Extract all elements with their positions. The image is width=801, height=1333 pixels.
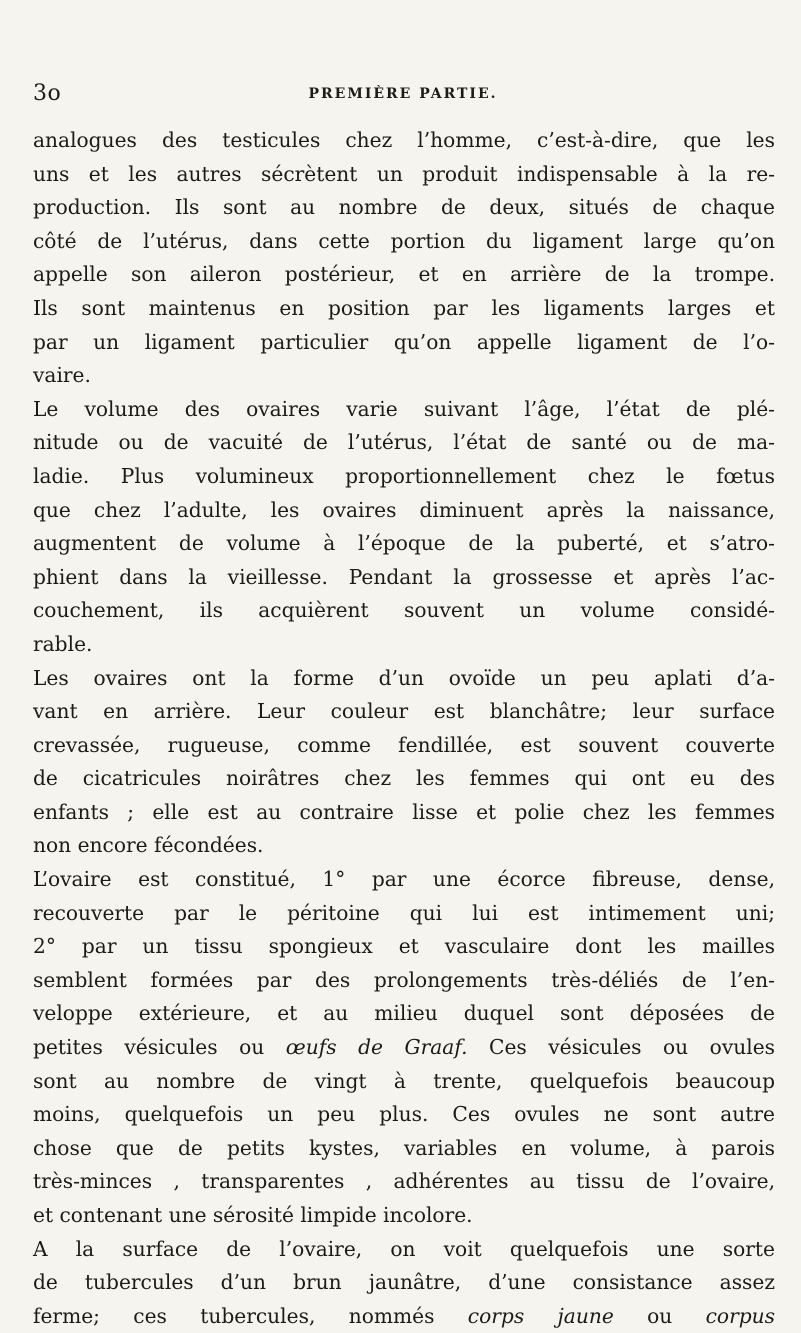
text-line: phient dans la vieillesse. Pendant la grossesse et après l’ac- (33, 564, 775, 589)
body-text (33, 124, 775, 1333)
text-line: enfants ; elle est au contraire lisse et polie chez les femmes (33, 799, 775, 824)
text-line: Ils sont maintenus en position par les ligaments larges et (33, 295, 775, 320)
text-segment: ou (647, 1303, 673, 1328)
text-line: de tubercules d’un brun jaunâtre, d’une consistance assez (33, 1270, 775, 1295)
text-line: couchement, ils acquièrent souvent un volume considé- (33, 598, 775, 623)
text-line: crevassée, rugueuse, comme fendillée, est souvent couverte (33, 732, 775, 757)
text-line: Le volume des ovaires varie suivant l’âge, l’état de plé- (33, 396, 775, 421)
page-header (33, 82, 773, 106)
text-line: sont au nombre de vingt à trente, quelquefois beaucoup (33, 1068, 775, 1093)
italic-term: corps jaune (467, 1303, 614, 1328)
text-line: chose que de petits kystes, variables en volume, à parois (33, 1135, 775, 1160)
text-line: analogues des testicules chez l’homme, c’est-à-dire, que les (33, 128, 775, 152)
text-line: 2° par un tissu spongieux et vasculaire dont les mailles (33, 934, 775, 959)
text-line: vant en arrière. Leur couleur est blanchâtre; leur surface (33, 699, 775, 724)
text-line: recouverte par le péritoine qui lui est intimement uni; (33, 900, 775, 925)
italic-term: corpus (705, 1303, 776, 1328)
text-line: que chez l’adulte, les ovaires diminuent après la naissance, (33, 497, 775, 522)
text-line: moins, quelquefois un peu plus. Ces ovules ne sont autre (33, 1102, 775, 1127)
italic-term: œufs de Graaf. (285, 1035, 468, 1060)
text-line: rable. (33, 631, 93, 656)
text-segment: Ces vésicules ou ovules (489, 1035, 776, 1060)
text-line: nitude ou de vacuité de l’utérus, l’état de santé ou de ma- (33, 430, 775, 455)
text-line: veloppe extérieure, et au milieu duquel sont déposées de (33, 1001, 775, 1026)
text-line: appelle son aileron postérieur, et en arrière de la trompe. (33, 262, 775, 287)
text-line: ladie. Plus volumineux proportionnellement chez le fœtus (33, 463, 775, 488)
text-line: L’ovaire est constitué, 1° par une écorce fibreuse, dense, (33, 867, 775, 892)
text-line: vaire. (33, 363, 91, 388)
text-segment: petites vésicules ou (33, 1035, 265, 1060)
text-line: Les ovaires ont la forme d’un ovoïde un peu aplati d’a- (33, 665, 775, 690)
text-line: par un ligament particulier qu’on appelle ligament de l’o- (33, 329, 775, 354)
text-line: et contenant une sérosité limpide incolore. (33, 1203, 473, 1227)
running-title: PREMIÈRE PARTIE. (308, 86, 498, 102)
text-line: non encore fécondées. (33, 833, 264, 858)
text-line: uns et les autres sécrètent un produit indispensable à la re- (33, 161, 775, 186)
text-line: de cicatricules noirâtres chez les femmes qui ont eu des (33, 766, 775, 791)
text-line: semblent formées par des prolongements très-déliés de l’en- (33, 967, 775, 992)
text-line: A la surface de l’ovaire, on voit quelquefois une sorte (33, 1236, 775, 1261)
text-line: très-minces , transparentes , adhérentes au tissu de l’ovaire, (33, 1169, 775, 1194)
page-number: 3o (33, 81, 62, 106)
text-line-mixed (33, 1300, 775, 1333)
text-line: production. Ils sont au nombre de deux, situés de chaque (33, 195, 775, 220)
text-line-mixed (33, 1031, 775, 1065)
text-line: augmentent de volume à l’époque de la puberté, et s’atro- (33, 531, 775, 556)
text-segment: ferme; ces tubercules, nommés (33, 1303, 435, 1328)
text-line: côté de l’utérus, dans cette portion du ligament large qu’on (33, 228, 775, 253)
